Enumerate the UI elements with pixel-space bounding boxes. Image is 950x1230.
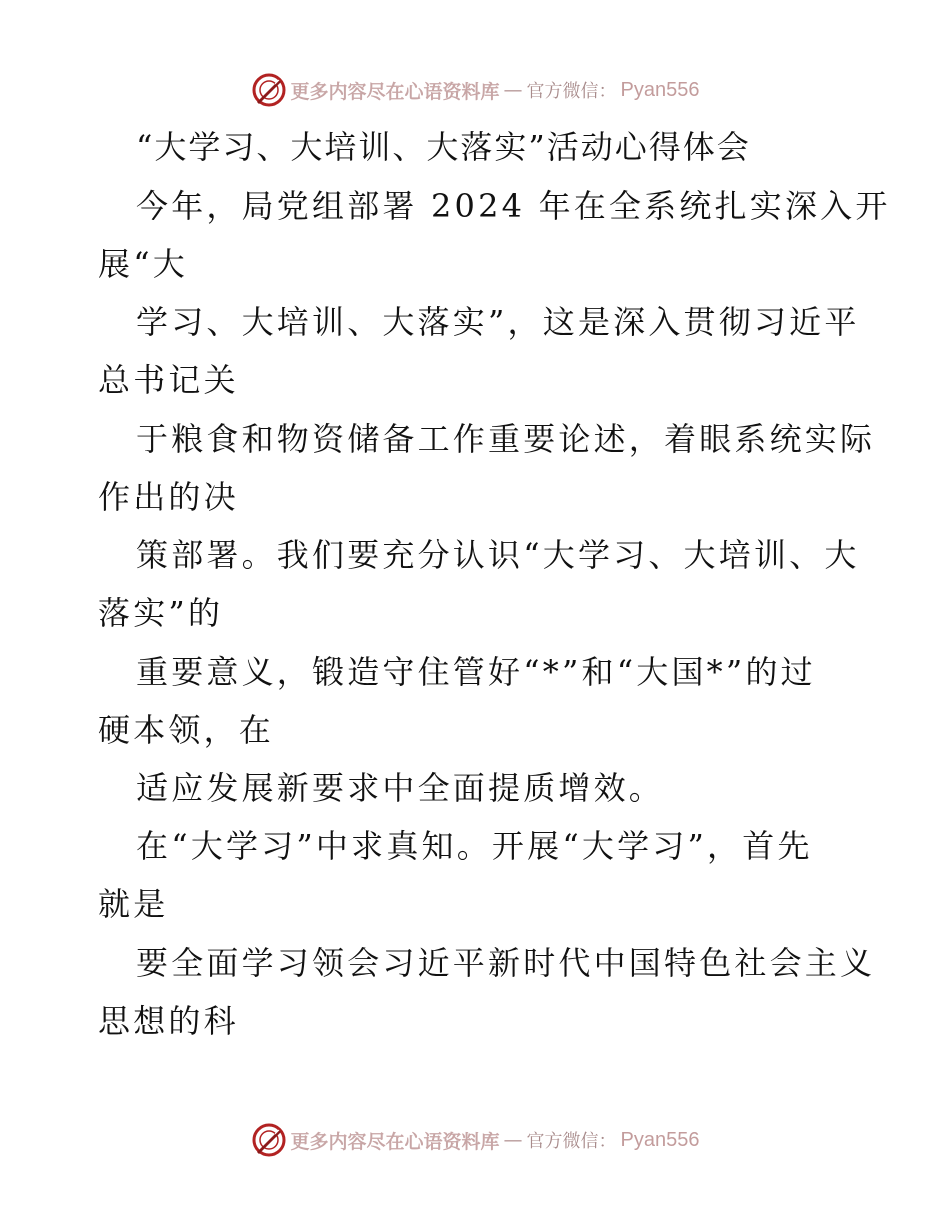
text-line: 作出的决 — [98, 478, 239, 516]
text-line: 落实”的 — [98, 594, 224, 632]
header-watermark-banner — [0, 68, 950, 112]
text-line: 展“大 — [98, 245, 188, 283]
pen-logo-icon — [251, 1122, 287, 1158]
pen-logo-icon — [251, 72, 287, 108]
text-line: 于粮食和物资储备工作重要论述，着眼系统实际 — [136, 420, 876, 458]
banner-wechat-label: 官方微信： — [526, 1131, 617, 1152]
banner-dash: — — [503, 1129, 523, 1151]
text-line: 思想的科 — [98, 1002, 239, 1040]
text-line: 今年，局党组部署 2024 年在全系统扎实深入开 — [136, 187, 891, 225]
banner-main-text: 更多内容尽在心语资料库 — [290, 80, 500, 103]
text-line: 硬本领，在 — [98, 711, 275, 749]
text-line: 总书记关 — [98, 361, 239, 399]
text-line: 就是 — [98, 885, 169, 923]
text-line: 学习、大培训、大落实”，这是深入贯彻习近平 — [136, 303, 860, 341]
text-line: 策部署。我们要充分认识“大学习、大培训、大 — [136, 536, 860, 574]
footer-watermark-banner — [0, 1118, 950, 1162]
document-title: “大学习、大培训、大落实”活动心得体会 — [136, 128, 751, 166]
text-line: 在“大学习”中求真知。开展“大学习”，首先 — [136, 827, 813, 865]
text-line: 要全面学习领会习近平新时代中国特色社会主义 — [136, 944, 876, 982]
banner-dash: — — [503, 79, 523, 101]
text-line: 适应发展新要求中全面提质增效。 — [136, 769, 665, 807]
banner-wechat-id: Pyan556 — [620, 78, 700, 101]
banner-wechat-id: Pyan556 — [620, 1128, 700, 1151]
banner-main-text: 更多内容尽在心语资料库 — [290, 1130, 500, 1153]
text-line: 重要意义，锻造守住管好“*”和“大国*”的过 — [136, 653, 816, 691]
banner-wechat-label: 官方微信： — [526, 81, 617, 102]
